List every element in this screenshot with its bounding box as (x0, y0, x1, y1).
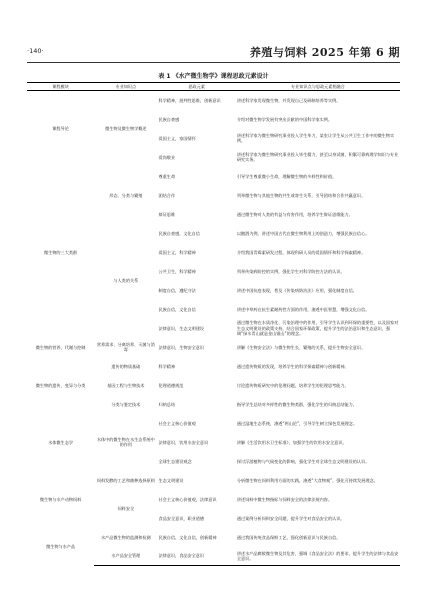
module-cell: 微生物的遗传、变异与分类 (35, 382, 86, 388)
module-cell: 微生物与水产品 (46, 544, 76, 550)
element-cell: 尊重生命 (158, 173, 176, 179)
integration-cell: 讲述中国抗疫表现，普及《传染病防治法》应用，强化制度自信。 (236, 287, 357, 293)
module-cell: 微生物与水产动物饲料 (39, 496, 82, 502)
integration-cell: 介绍我国青霉素研发过程，体现科研人员的爱国情怀和科学探索精神。 (236, 249, 366, 255)
element-cell: 归纳总结 (158, 401, 176, 407)
table-row (27, 471, 400, 490)
page-number: ·140· (27, 47, 44, 55)
element-cell: 爱国主义，家国情怀 (158, 135, 196, 141)
element-cell: 科学精神 (158, 363, 176, 369)
journal-title: 养殖与饲料 2025 年第 6 期 (249, 46, 400, 59)
integration-cell: 列举微生物与其他生物的共生或寄生关系，引导团结和合作共赢意识。 (236, 192, 366, 198)
integration-cell: 介绍对微生物学发展有突出贡献的中国科学家实例。 (236, 116, 333, 122)
module-cell: 微生物的三大类群 (44, 249, 78, 255)
header-cell: 专业知识点 (94, 83, 157, 91)
element-cell: 伦理道德规范 (158, 382, 184, 388)
topic-cell: 基因工程与生物技术 (107, 382, 145, 388)
integration-cell: 指导学生总结对多样性的微生物类群，强化学生的归纳总结能力。 (236, 401, 357, 407)
table-header-row (27, 83, 400, 91)
integration-cell: 通过湿地生态系统，渗透“两山论”，引导学生树立绿色发展理念。 (236, 420, 358, 426)
table-row (27, 167, 400, 186)
module-cell: 水体微生态学 (48, 439, 73, 445)
element-cell: 爱国主义，科学精神 (158, 249, 196, 255)
integration-cell: 讲解《生物安全法》与微生物生长、繁殖的关系，提升生物安全意识。 (236, 344, 366, 350)
topic-cell: 与人类的关系 (113, 278, 139, 284)
element-cell: 科学精神，批判性思维，创新意识 (158, 97, 221, 103)
topic-cell: 饲料发酵的工艺和菌种选择原则 (96, 477, 155, 483)
integration-cell: 通过微生物在水质净化、污染治理中的作用，引导学生认识到环保的重要性，以及国家对生态文明建设的政策支持，结合国家环保政策，提升学生的法治意识和生态意识，强调“绿水青山就是金山银山”的理念。 (236, 320, 399, 336)
topic-cell: 营养需求、分离培养、灭菌与消毒 (96, 342, 155, 353)
integration-cell: 通过遗传物质的发现，培养学生的科学探索精神与创新精神。 (236, 363, 349, 369)
element-cell: 社会主义核心价值观，法律意识 (158, 496, 217, 502)
topic-cell: 水产品安全管理 (94, 547, 157, 566)
integration-cell: 通过案例分析饲料安全问题，提升学生对食品安全的认识。 (236, 515, 345, 521)
table-row (27, 414, 400, 433)
element-cell: 全球生态建设观念 (158, 458, 192, 464)
topic-cell: 饲料安全 (117, 506, 135, 512)
header-cell: 思政元素 (158, 83, 236, 91)
table-row (27, 357, 400, 376)
integration-cell: 以酿酒为例，讲述中国古代在微生物利用上的创造力，增强民族自信心。 (236, 230, 370, 236)
element-cell: 民族自信，文化自信，创新精神 (158, 534, 217, 540)
element-cell: 法律意识，生物安全意识 (158, 344, 205, 350)
element-cell: 爱岗敬业 (158, 154, 176, 160)
element-cell: 民族自信，文化自信 (158, 306, 196, 312)
table-row (27, 338, 400, 357)
topic-cell: 水产品微生物的监测和检测 (100, 534, 151, 540)
topic-cell: 遗传的物质基础 (111, 363, 141, 369)
topic-cell: 分类与鉴定技术 (111, 401, 141, 407)
integration-cell: 讨论遗传物质研究中的伦理问题，培养学生的伦理思考能力。 (236, 382, 349, 388)
integration-cell: 通过微生物对人类的有益与有害作用，培养学生辩证思维能力。 (236, 211, 353, 217)
integration-cell: 讲解《生活饮用水卫生标准》，加强学生的饮用水安全意识。 (236, 439, 347, 445)
ideological-elements-table (27, 82, 400, 566)
element-cell: 辩证思维 (158, 211, 176, 217)
integration-cell: 通过我国传统食品保鲜工艺，强化创新意识与民族自信。 (236, 534, 341, 540)
integration-cell: 讲述科学家为微生物研究事业投入毕生精力，甚至以身试菌，积累可靠病理学知识与专业研究实务。 (236, 152, 399, 163)
topic-cell: 微生物及微生物学概述 (105, 126, 147, 132)
element-cell: 法律意识，饮用水安全意识 (158, 439, 209, 445)
header-cell: 课程模块 (27, 83, 94, 91)
integration-cell: 探讨浮游植物与气候变化的影响，强化学生对全球生态文明建设的认识。 (236, 458, 370, 464)
header-cell: 专业知识点与思政元素相融合 (236, 83, 400, 91)
element-cell: 生态文明建设 (158, 477, 184, 483)
integration-cell: 讲述水产品腐败微生物及其危害，强调《食品安全法》的要求，提升学生的法律与食品安全意识。 (236, 547, 400, 566)
page-header (27, 44, 400, 60)
module-cell: 微生物的营养、代谢与控制 (35, 344, 86, 350)
integration-cell: 讲述科学家发现微生物，并发现自己及研制培养等实例。 (236, 97, 341, 103)
element-cell: 法律意识，生态文明建设 (158, 325, 205, 331)
module-cell: 课程导论 (52, 126, 69, 132)
topic-cell: 形态、分类与繁殖 (109, 192, 143, 198)
table-row (27, 528, 400, 547)
table-caption: 表 1 《水产微生物学》课程思政元素设计 (158, 73, 269, 80)
element-cell: 公共卫生，科学精神 (158, 268, 196, 274)
integration-cell: 引导学生尊重微小生命，理解微生物的多样性和价值。 (236, 173, 337, 179)
element-cell: 法律意识，食品安全意识 (158, 547, 236, 566)
element-cell: 社会主义核心价值观 (158, 420, 196, 426)
element-cell: 制度自信，遵纪守法 (158, 287, 196, 293)
integration-cell: 列举传染病防控的实例，强化学生对科学防控方法的认识。 (236, 268, 345, 274)
element-cell: 团结合作 (158, 192, 176, 198)
element-cell: 民族自豪感 (158, 116, 180, 122)
integration-cell: 讲述中草药在抗生素耐药性方面的作用，渗透中医智慧，增强文化自信。 (236, 306, 370, 312)
header-rule (27, 62, 400, 63)
integration-cell: 讲述科学家为微生物研究事业投入学生毕力，某室让学生从公共卫生工作中的微生物实例。 (236, 133, 395, 144)
element-cell: 民族自豪感，文化自信 (158, 230, 200, 236)
element-cell: 食品安全意识，职业道德 (158, 515, 205, 521)
topic-cell: 水体中的微生物在水生态系统中的作用 (96, 437, 155, 448)
integration-cell: 分析微生物在饲料利用方面的实践，渗透“大食物观”，强化可持续发展理念。 (236, 477, 378, 483)
table-row (27, 91, 400, 110)
integration-cell: 讲述饲料中微生物指标与饲料安全的法律法规内容。 (236, 496, 333, 502)
